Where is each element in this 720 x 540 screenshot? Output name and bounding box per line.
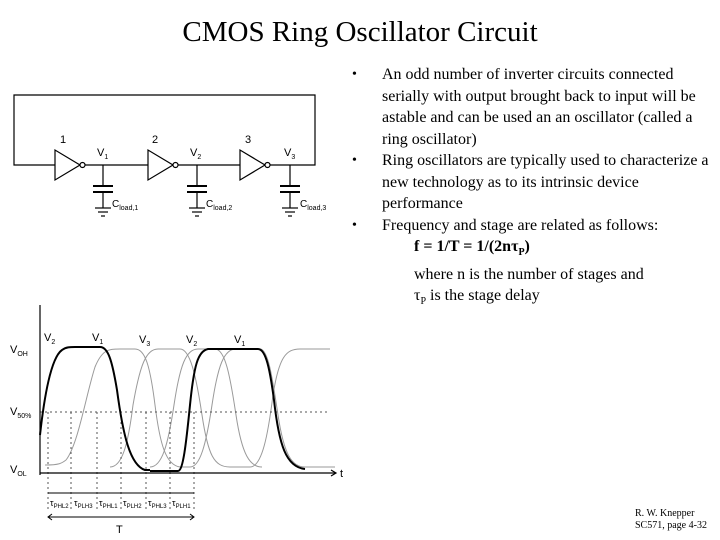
cap-load-1 xyxy=(93,165,113,216)
y-label-v50: $V_{50\%}$ xyxy=(10,406,32,420)
t-axis-label: t xyxy=(340,468,344,480)
delay-label-plh3: $\tau_{PLH3}$ xyxy=(74,498,93,510)
footer-page: SC571, page 4-32 xyxy=(635,520,707,531)
slide-title: CMOS Ring Oscillator Circuit xyxy=(182,16,538,48)
cap-label-1: $C_{load,1}$ xyxy=(112,199,139,212)
node-label-v2: $V_2$ xyxy=(190,147,202,161)
slide-footer xyxy=(635,508,707,532)
inverter-3 xyxy=(240,150,270,180)
waveform-v2-curve xyxy=(40,347,150,470)
oscillation-waveform xyxy=(0,295,350,540)
delay-label-plh2: $\tau_{PLH2}$ xyxy=(123,498,142,510)
node-label-v3: $V_3$ xyxy=(284,147,296,161)
bullet-dot: • xyxy=(352,67,357,82)
curve-label-v1-left: $V_1$ xyxy=(92,332,104,346)
inverter-2 xyxy=(148,150,178,180)
where-line: where n is the number of stages and xyxy=(414,265,644,283)
inverter-1 xyxy=(55,150,85,180)
footer-author: R. W. Knepper xyxy=(635,508,695,519)
curve-label-v3: $V_3$ xyxy=(139,334,151,348)
tau-definition-line: $\tau_P$ is the stage delay xyxy=(414,287,540,308)
y-label-vol: $V_{OL}$ xyxy=(10,464,27,478)
bullet-list xyxy=(352,64,714,313)
bullet-item-1: • An odd number of inverter circuits connected serially with output brought back to input will be astable and can be used an an oscillator (called a ring oscillator) xyxy=(352,66,696,148)
ring-oscillator-circuit xyxy=(0,80,340,310)
stage-number-3: 3 xyxy=(245,134,252,146)
cap-load-3 xyxy=(280,165,300,216)
bullet-dot: • xyxy=(352,153,357,168)
cap-label-3: $C_{load,3}$ xyxy=(300,199,327,212)
stage-number-1: 1 xyxy=(60,134,67,146)
cap-label-2: $C_{load,2}$ xyxy=(206,199,233,212)
bullet-item-3: • Frequency and stage are related as follows: xyxy=(352,215,714,237)
curve-label-v2-right: $V_2$ xyxy=(186,334,198,348)
bullet-dot: • xyxy=(352,217,357,233)
curve-label-v2-left: $V_2$ xyxy=(44,332,56,346)
delay-label-phl3: $\tau_{PHL3}$ xyxy=(148,498,167,510)
stage-number-2: 2 xyxy=(152,134,159,146)
node-label-v1: $V_1$ xyxy=(97,147,109,161)
waveform-faint-v1 xyxy=(150,349,262,467)
delay-label-phl2: $\tau_{PHL2}$ xyxy=(50,498,69,510)
curve-label-v1-right: $V_1$ xyxy=(234,334,246,348)
delay-label-phl1: $\tau_{PHL1}$ xyxy=(99,498,118,510)
bullet-item-2: • Ring oscillators are typically used to characterize a new technology as to its intrinsic device performance xyxy=(352,152,709,212)
delay-label-plh1: $\tau_{PLH1}$ xyxy=(172,498,191,510)
frequency-formula: $f = 1/T = 1/(2n\tau_P)$ xyxy=(414,238,530,259)
period-label: T xyxy=(116,524,123,536)
y-label-voh: $V_{OH}$ xyxy=(10,344,28,358)
cap-load-2 xyxy=(187,165,207,216)
